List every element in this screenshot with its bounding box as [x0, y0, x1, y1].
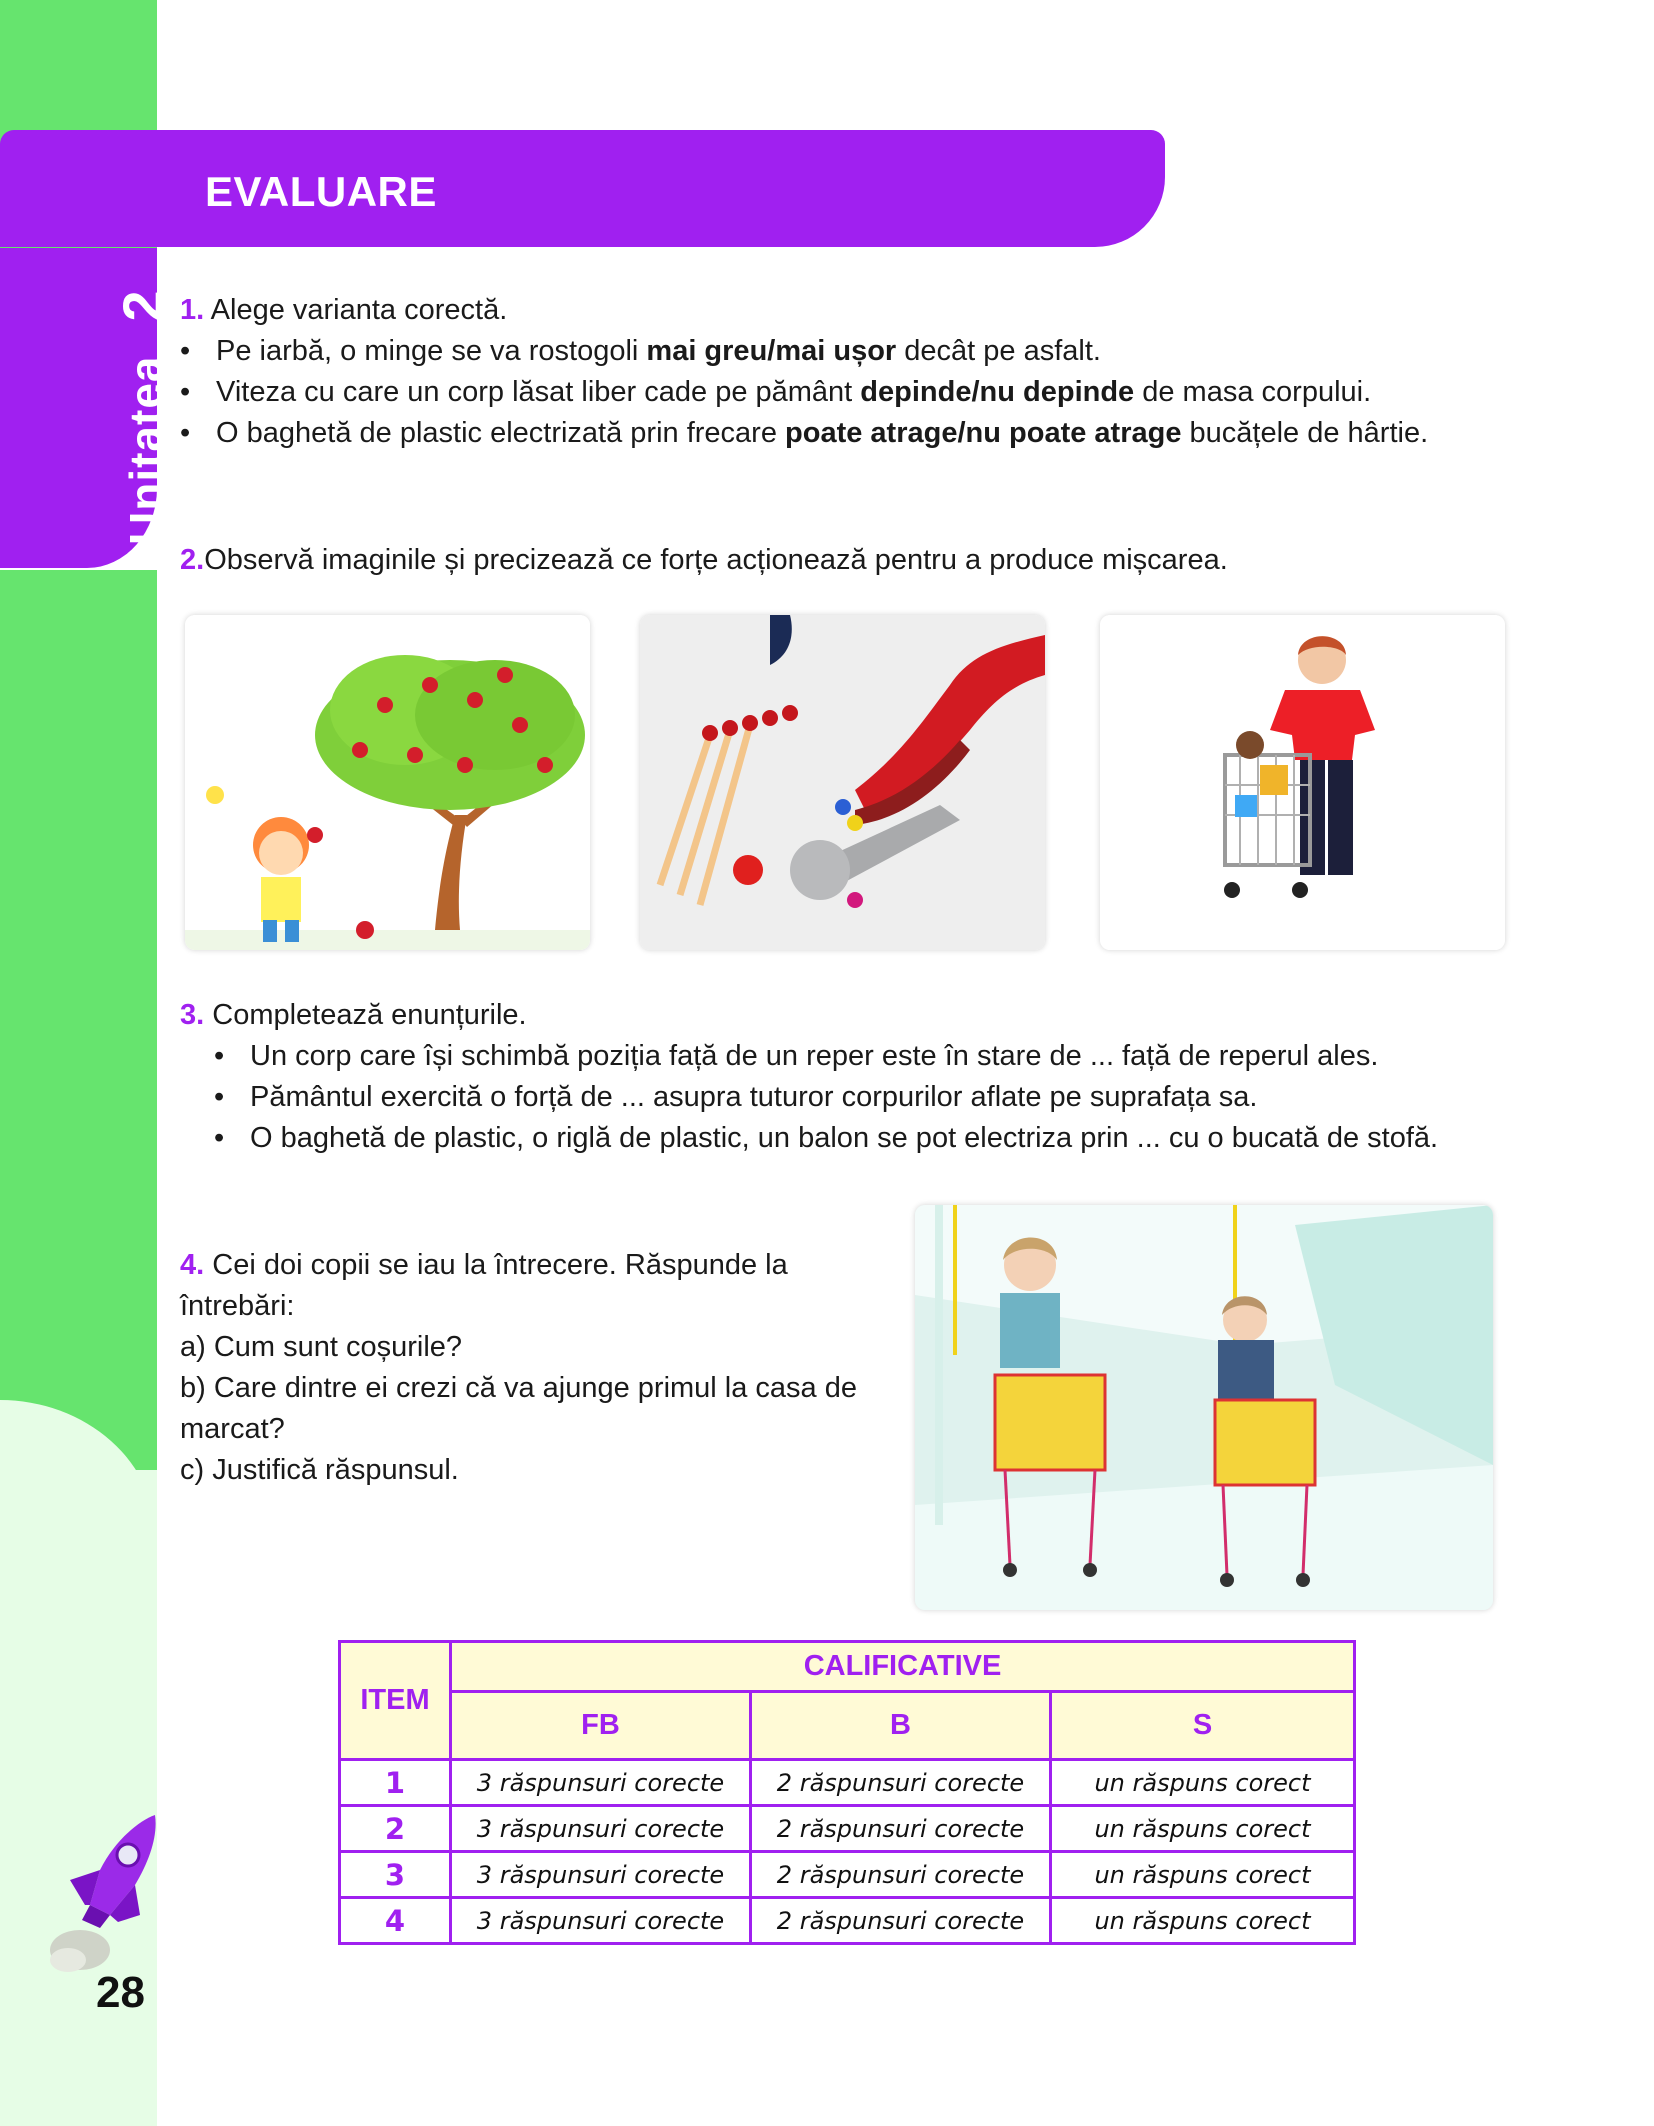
question-prompt: Completează enunțurile.	[212, 999, 527, 1031]
table-row	[340, 1852, 1355, 1898]
question-prompt: Observă imaginile și precizează ce forțe acționează pentru a produce mișcarea.	[204, 544, 1228, 576]
cell-s: un răspuns corect	[1051, 1806, 1355, 1852]
unit-number: 2	[111, 289, 174, 322]
question-number: 1.	[180, 294, 205, 326]
cell-s: un răspuns corect	[1051, 1760, 1355, 1806]
table-header-fb: FB	[451, 1692, 751, 1760]
question-4	[180, 1245, 870, 1491]
page-title: EVALUARE	[205, 168, 437, 215]
subquestion-b: b) Care dintre ei crezi că va ajunge primul la casa de marcat?	[180, 1372, 857, 1445]
question-2	[180, 540, 1480, 581]
subquestion-a: a) Cum sunt coșurile?	[180, 1331, 463, 1363]
table-row	[340, 1806, 1355, 1852]
question-number: 4.	[180, 1249, 205, 1281]
header-banner	[0, 130, 1165, 247]
cell-b: 2 răspunsuri corecte	[751, 1806, 1051, 1852]
page-number: 28	[96, 1968, 145, 2017]
question-number: 2.	[180, 544, 205, 576]
item-number: 1	[340, 1760, 451, 1806]
question-prompt: Cei doi copii se iau la întrecere. Răspunde la întrebări:	[180, 1249, 788, 1322]
side-band-pale	[0, 1470, 157, 2126]
image-children-race	[915, 1205, 1493, 1610]
item-number: 3	[340, 1852, 451, 1898]
list-item: • O baghetă de plastic, o riglă de plastic, un balon se pot electriza prin ... cu o bucată de stofă.	[208, 1118, 1468, 1159]
cell-b: 2 răspunsuri corecte	[751, 1852, 1051, 1898]
statement-list	[208, 1036, 1468, 1159]
subquestion-c: c) Justifică răspunsul.	[180, 1454, 459, 1486]
question-3	[180, 995, 1480, 1159]
cell-fb: 3 răspunsuri corecte	[451, 1806, 751, 1852]
cell-s: un răspuns corect	[1051, 1852, 1355, 1898]
question-1	[180, 290, 1480, 454]
cell-s: un răspuns corect	[1051, 1898, 1355, 1944]
unit-label: Unitatea2	[111, 289, 174, 545]
list-item: • O baghetă de plastic electrizată prin frecare poate atrage/nu poate atrage bucățele de hârtie.	[174, 413, 1454, 454]
cell-fb: 3 răspunsuri corecte	[451, 1852, 751, 1898]
table-header-group: CALIFICATIVE	[451, 1642, 1355, 1692]
cell-fb: 3 răspunsuri corecte	[451, 1898, 751, 1944]
list-item: • Pe iarbă, o minge se va rostogoli mai greu/mai ușor decât pe asfalt.	[174, 331, 1454, 372]
table-header-item: ITEM	[340, 1642, 451, 1760]
table-row	[340, 1760, 1355, 1806]
cell-b: 2 răspunsuri corecte	[751, 1760, 1051, 1806]
image-apple-tree	[185, 615, 590, 950]
image-magnet	[640, 615, 1045, 950]
item-number: 2	[340, 1806, 451, 1852]
list-item: • Viteza cu care un corp lăsat liber cade pe pământ depinde/nu depinde de masa corpului.	[174, 372, 1454, 413]
question-prompt: Alege varianta corectă.	[210, 294, 508, 326]
rocket-icon	[40, 1810, 165, 1975]
cell-b: 2 răspunsuri corecte	[751, 1898, 1051, 1944]
item-number: 4	[340, 1898, 451, 1944]
list-item: • Un corp care își schimbă poziția față de un reper este în stare de ... față de reperul ales.	[208, 1036, 1468, 1077]
cell-fb: 3 răspunsuri corecte	[451, 1760, 751, 1806]
question-number: 3.	[180, 999, 205, 1031]
image-child-cart	[1100, 615, 1505, 950]
table-header-b: B	[751, 1692, 1051, 1760]
option-list	[174, 331, 1454, 454]
table-row	[340, 1898, 1355, 1944]
list-item: • Pământul exercită o forță de ... asupra tuturor corpurilor aflate pe suprafața sa.	[208, 1077, 1468, 1118]
table-header-s: S	[1051, 1692, 1355, 1760]
evaluation-table	[338, 1640, 1356, 1945]
